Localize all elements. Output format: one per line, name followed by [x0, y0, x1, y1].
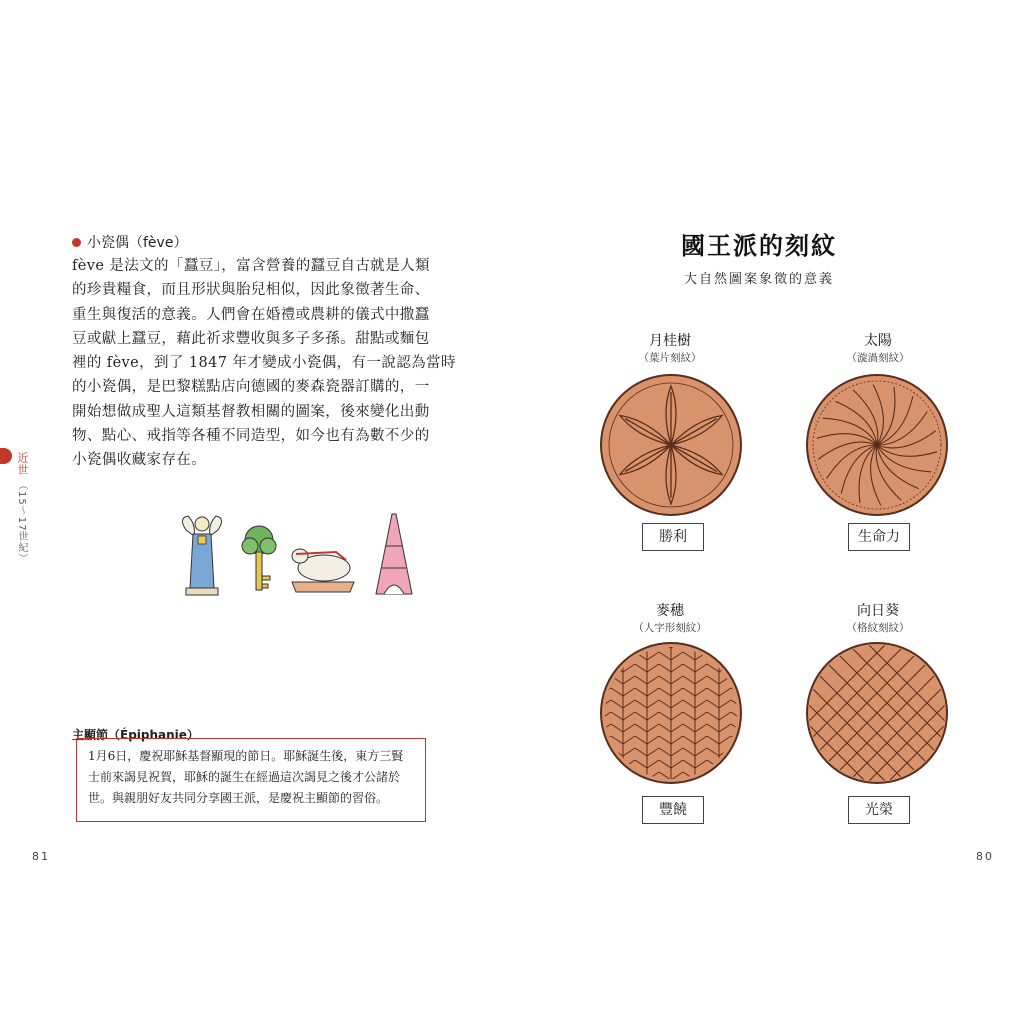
meaning-label-laurel: 勝利 [642, 523, 704, 551]
pattern-name-laurel: 月桂樹 [649, 333, 691, 349]
laurel-pie-illustration [598, 372, 744, 518]
page-number-right: 80 [976, 850, 994, 863]
pattern-name-sun: 太陽 [864, 333, 892, 349]
page-title: 國王派的刻紋 [681, 232, 837, 260]
paragraph-line: 開始想做成聖人這類基督教相關的圖案，後來變化出動 [72, 403, 430, 420]
chapter-range: （15〜17世紀） [16, 480, 27, 565]
meaning-label-sun: 生命力 [848, 523, 910, 551]
page-number-left: 81 [32, 850, 50, 863]
body-paragraph [72, 254, 456, 473]
paragraph-line: 豆或獻上蠶豆，藉此祈求豐收與多子多孫。甜點或麵包 [72, 330, 430, 347]
paragraph-line: 的珍貴糧食，而且形狀與胎兒相似，因此象徵著生命、 [72, 282, 430, 299]
angel-figurine [182, 516, 221, 595]
note-line: 1月6日，慶祝耶穌基督顯現的節日。耶穌誕生後，東方三賢 [88, 749, 404, 763]
note-line: 士前來謁見祝賀，耶穌的誕生在經過這次謁見之後才公諸於 [88, 770, 401, 784]
paragraph-line: 物、點心、戒指等各種不同造型，如今也有為數不少的 [72, 428, 430, 445]
note-text [88, 746, 418, 809]
paragraph-line: 重生與復活的意義。人們會在婚禮或農耕的儀式中撒蠶 [72, 306, 430, 323]
wheat-pie-illustration [598, 640, 744, 786]
tree-key-figurine [242, 526, 276, 590]
note-line: 世。與親朋好友共同分享國王派，是慶祝主顯節的習俗。 [88, 791, 389, 805]
paragraph-line: fève 是法文的「蠶豆」，富含營養的蠶豆自古就是人類 [72, 258, 430, 274]
lamb-figurine [292, 549, 354, 592]
pattern-type-laurel: （葉片刻紋） [638, 352, 702, 364]
pattern-type-wheat: （人字形刻紋） [633, 622, 707, 634]
section-heading [72, 232, 187, 252]
sunflower-pie-illustration [804, 640, 950, 786]
paragraph-line: 裡的 fève，到了 1847 年才變成小瓷偶，有一說認為當時 [72, 355, 456, 372]
note-title: 主顯節（Épiphanie） [72, 728, 199, 742]
pattern-type-sunflower: （格紋刻紋） [846, 622, 910, 634]
pattern-type-sun: （漩渦刻紋） [846, 352, 910, 364]
pattern-name-wheat: 麥穗 [656, 603, 684, 619]
chapter-tab [0, 448, 12, 464]
page-subtitle: 大自然圖案象徵的意義 [683, 272, 834, 287]
meaning-label-sunflower: 光榮 [848, 796, 910, 824]
feve-figurines-illustration [176, 510, 416, 600]
paragraph-line: 的小瓷偶，是巴黎糕點店向德國的麥森瓷器訂購的，一 [72, 379, 430, 396]
sun-pie-illustration [804, 372, 950, 518]
pattern-name-sunflower: 向日葵 [857, 603, 899, 619]
eiffel-tower-figurine [376, 514, 412, 594]
chapter-era: 近世 [16, 452, 29, 476]
bullet-dot-icon [72, 238, 81, 247]
section-heading-text: 小瓷偶（fève） [87, 235, 188, 251]
paragraph-line: 小瓷偶收藏家存在。 [72, 452, 207, 469]
meaning-label-wheat: 豐饒 [642, 796, 704, 824]
